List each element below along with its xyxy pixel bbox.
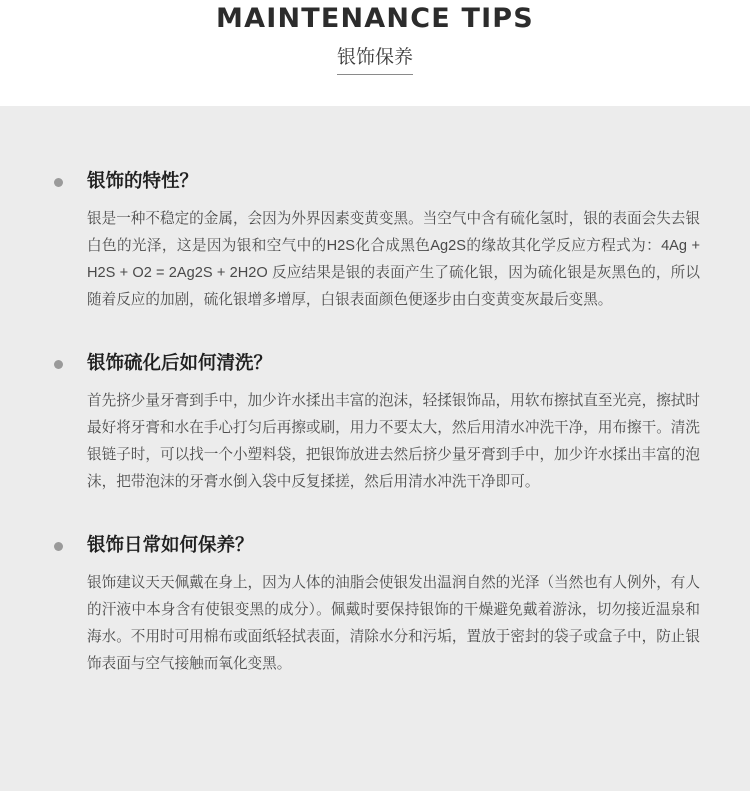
faq-item-2: [48, 314, 702, 496]
bullet-icon: [54, 178, 63, 187]
content-panel: [0, 106, 750, 791]
faq-answer-2: 首先挤少量牙膏到手中，加少许水揉出丰富的泡沫，轻揉银饰品，用软布擦拭直至光亮，擦拭时最好将牙膏和水在手心打匀后再擦或刷，用力不要太大，然后用清水冲洗干净，用布擦干。清洗银链子时，可以找一个小塑料袋，把银饰放进去然后挤少量牙膏到手中，加少许水揉出丰富的泡沫，把带泡沫的牙膏水倒入袋中反复揉搓，然后用清水冲洗干净即可。: [87, 393, 700, 490]
page-subtitle-wrap: [0, 46, 750, 75]
page-header: [0, 0, 750, 75]
bullet-icon: [54, 360, 63, 369]
faq-answer-3: 银饰建议天天佩戴在身上，因为人体的油脂会使银发出温润自然的光泽（当然也有人例外，有人的汗液中本身含有使银变黑的成分）。佩戴时要保持银饰的干燥避免戴着游泳，切勿接近温泉和海水。不用时可用棉布或面纸轻拭表面，清除水分和污垢，置放于密封的袋子或盒子中，防止银饰表面与空气接触而氧化变黑。: [87, 575, 700, 672]
faq-question-3: 银饰日常如何保养？: [87, 534, 254, 555]
page-title: MAINTENANCE TIPS: [216, 3, 534, 34]
faq-list: [0, 106, 750, 678]
page-subtitle: 银饰保养: [337, 46, 413, 75]
faq-item-1: [48, 106, 702, 314]
faq-answer-1: 银是一种不稳定的金属，会因为外界因素变黄变黑。当空气中含有硫化氢时，银的表面会失去银白色的光泽，这是因为银和空气中的H2S化合成黑色Ag2S的缘故其化学反应方程式为：4Ag + H2S + O2 = 2Ag2S + 2H2O 反应结果是银的表面产生了硫化银，因为硫化银是灰黑色的，所以随着反应的加剧，硫化银增多增厚，白银表面颜色便逐步由白变黄变灰最后变黑。: [87, 211, 700, 308]
faq-question-2: 银饰硫化后如何清洗？: [87, 352, 273, 373]
faq-question-1: 银饰的特性？: [87, 170, 199, 191]
bullet-icon: [54, 542, 63, 551]
faq-item-3: [48, 496, 702, 678]
